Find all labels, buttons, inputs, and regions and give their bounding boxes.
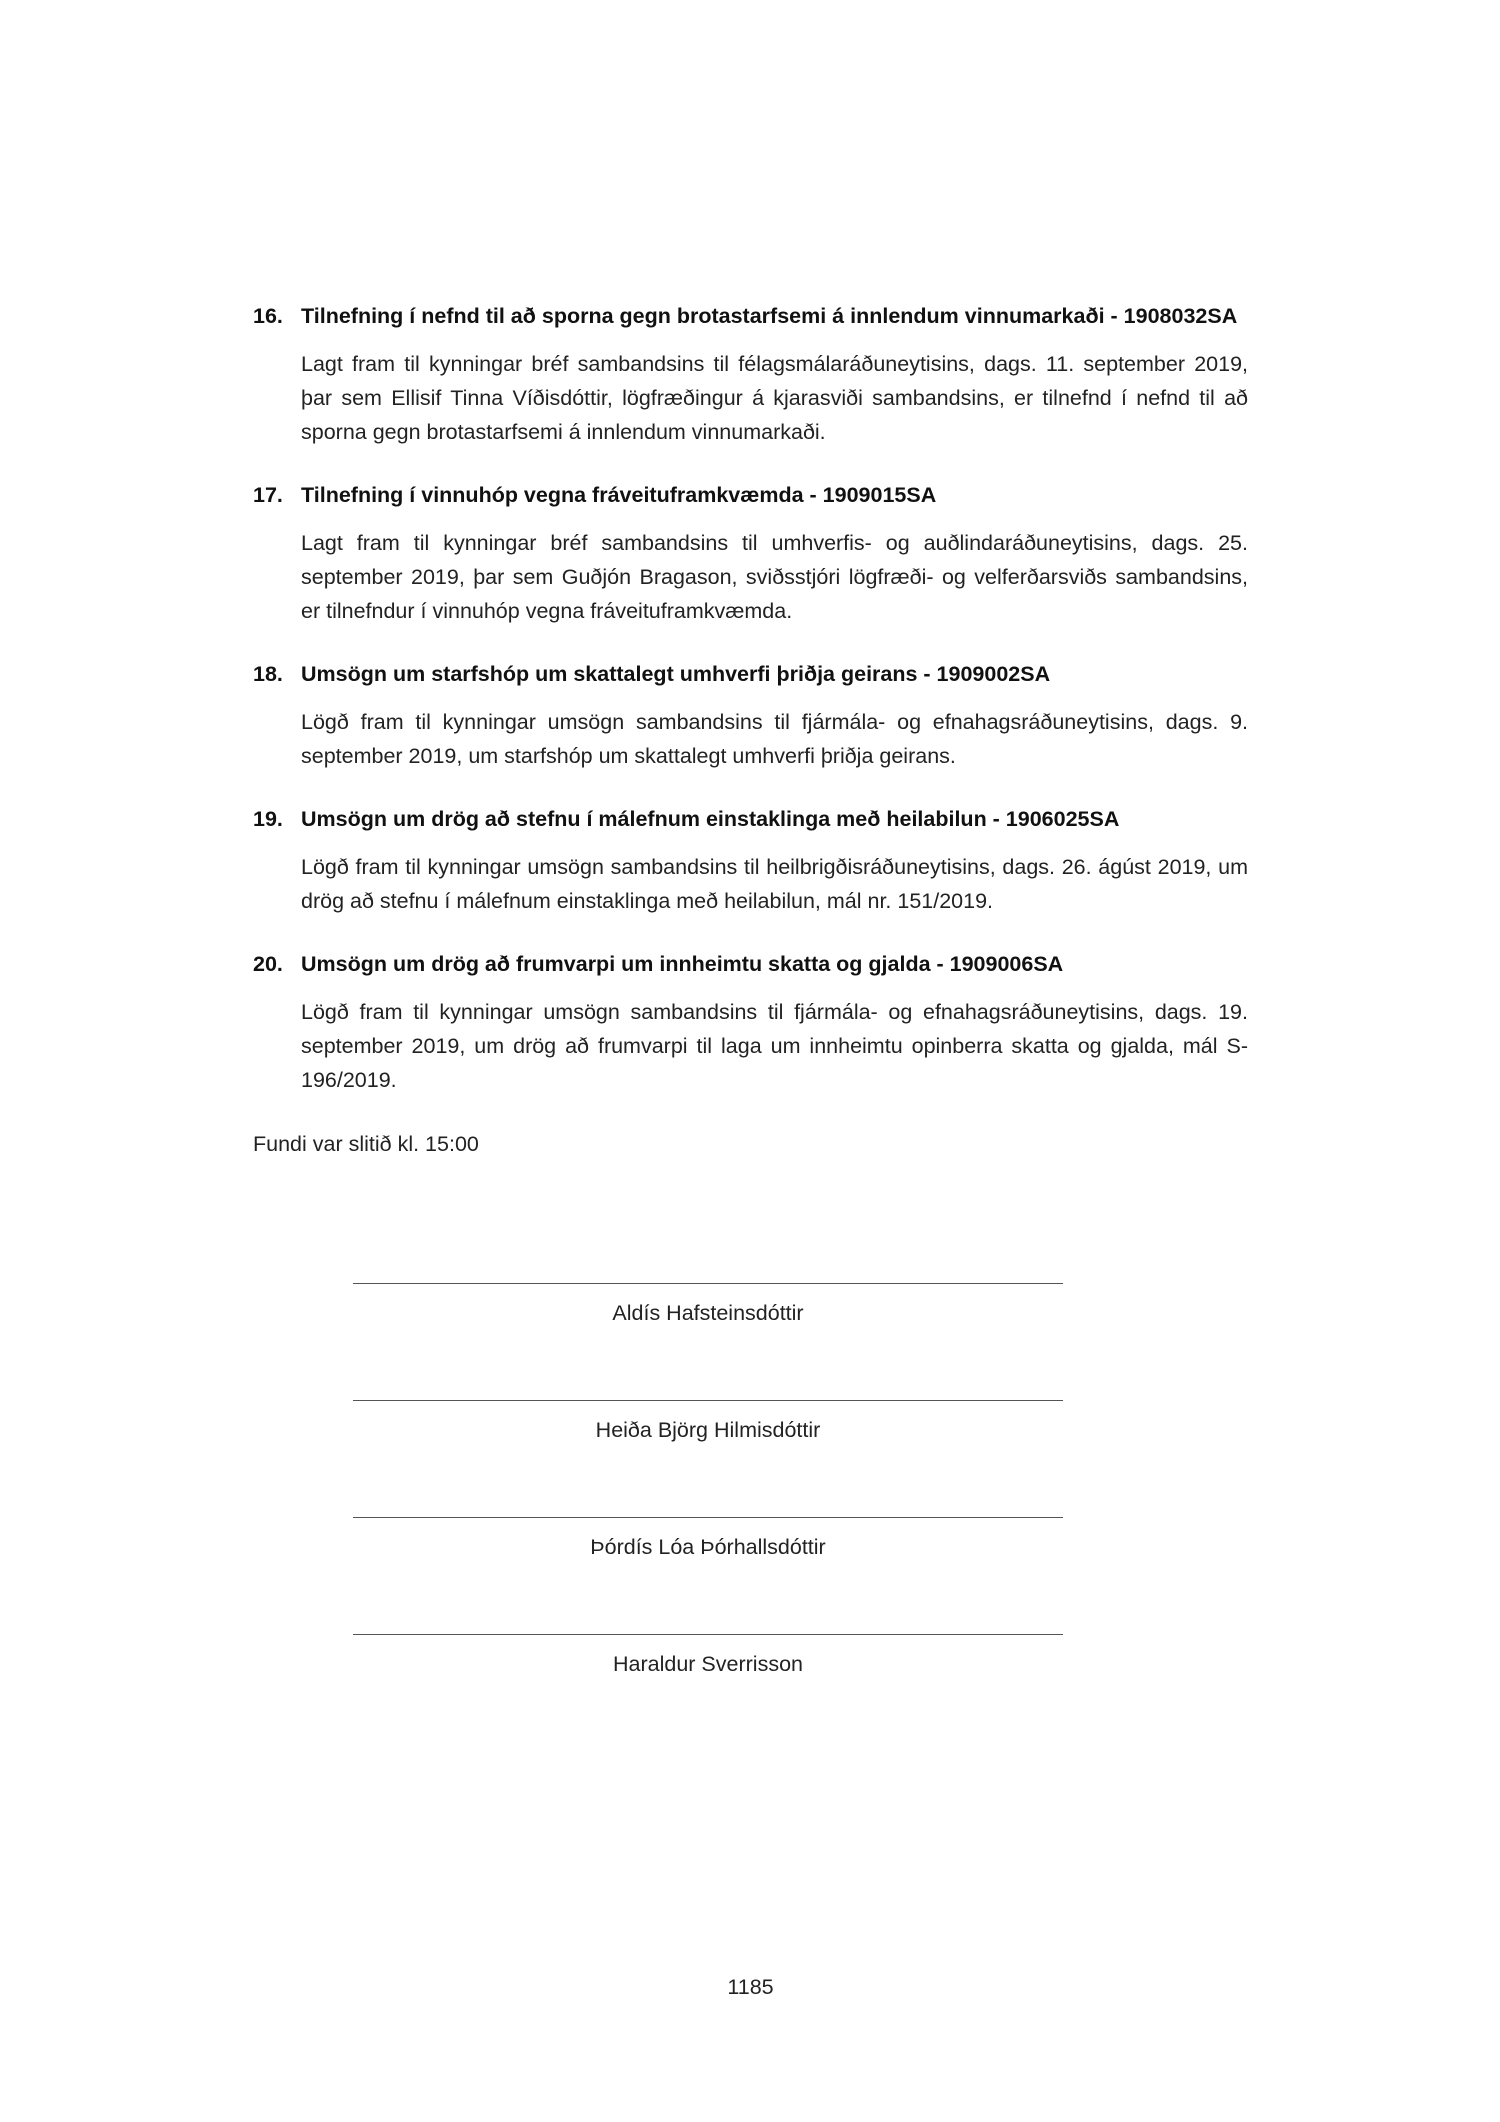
signature-block [353,1400,1063,1445]
item-main [301,300,1248,449]
item-number: 18. [253,662,283,686]
item-body: Lögð fram til kynningar umsögn sambandsins til heilbrigðisráðuneytisins, dags. 26. ágúst 2019, um drög að stefnu í málefnum einstaklinga með heilabilun, mál nr. 151/2019. [301,855,1248,913]
meeting-closing-text: Fundi var slitið kl. 15:00 [253,1132,479,1156]
item-number: 16. [253,304,283,328]
item-main [301,948,1248,1097]
item-title: Tilnefning í vinnuhóp vegna fráveituframkvæmda - 1909015SA [301,483,937,507]
signature-line [353,1634,1063,1635]
item-title: Umsögn um drög að frumvarpi um innheimtu skatta og gjalda - 1909006SA [301,952,1064,976]
signature-name: Heiða Björg Hilmisdóttir [595,1418,821,1442]
signature-name: Aldís Hafsteinsdóttir [612,1301,804,1325]
item-main [301,803,1248,918]
agenda-item-19 [253,803,1248,918]
signature-block [353,1634,1063,1679]
signature-line [353,1283,1063,1284]
item-body: Lögð fram til kynningar umsögn sambandsins til fjármála- og efnahagsráðuneytisins, dags. 9. september 2019, um starfshóp um skattalegt umhverfi þriðja geirans. [301,710,1248,768]
item-main [301,479,1248,628]
agenda-item-20 [253,948,1248,1097]
page-number: 1185 [727,1975,774,1999]
signature-block [353,1517,1063,1562]
signature-line [353,1517,1063,1518]
signature-block [353,1283,1063,1328]
page-content [253,300,1248,1751]
item-number: 20. [253,952,283,976]
item-body: Lögð fram til kynningar umsögn sambandsins til fjármála- og efnahagsráðuneytisins, dags. 19. september 2019, um drög að frumvarpi til laga um innheimtu opinberra skatta og gjalda, mál S-196/2019. [301,1000,1248,1092]
item-number: 19. [253,807,283,831]
agenda-item-18 [253,658,1248,773]
item-title: Tilnefning í nefnd til að sporna gegn brotastarfsemi á innlendum vinnumarkaði - 1908032SA [301,304,1238,328]
item-title: Umsögn um drög að stefnu í málefnum einstaklinga með heilabilun - 1906025SA [301,807,1120,831]
agenda-item-17 [253,479,1248,628]
item-title: Umsögn um starfshóp um skattalegt umhverfi þriðja geirans - 1909002SA [301,662,1051,686]
signature-name: Haraldur Sverrisson [613,1652,803,1676]
item-body: Lagt fram til kynningar bréf sambandsins til félagsmálaráðuneytisins, dags. 11. september 2019, þar sem Ellisif Tinna Víðisdóttir, lögfræðingur á kjarasviði sambandsins, er tilnefnd í nefnd til að sporna gegn brotastarfsemi á innlendum vinnumarkaði. [301,352,1248,444]
agenda-item-16 [253,300,1248,449]
item-main [301,658,1248,773]
signature-line [353,1400,1063,1401]
signature-name: Þórdís Lóa Þórhallsdóttir [590,1535,826,1559]
item-body: Lagt fram til kynningar bréf sambandsins til umhverfis- og auðlindaráðuneytisins, dags. 25. september 2019, þar sem Guðjón Bragason, sviðsstjóri lögfræði- og velferðarsviðs sambandsins, er tilnefndur í vinnuhóp vegna fráveituframkvæmda. [301,531,1248,623]
item-number: 17. [253,483,283,507]
signature-section [253,1283,1248,1679]
